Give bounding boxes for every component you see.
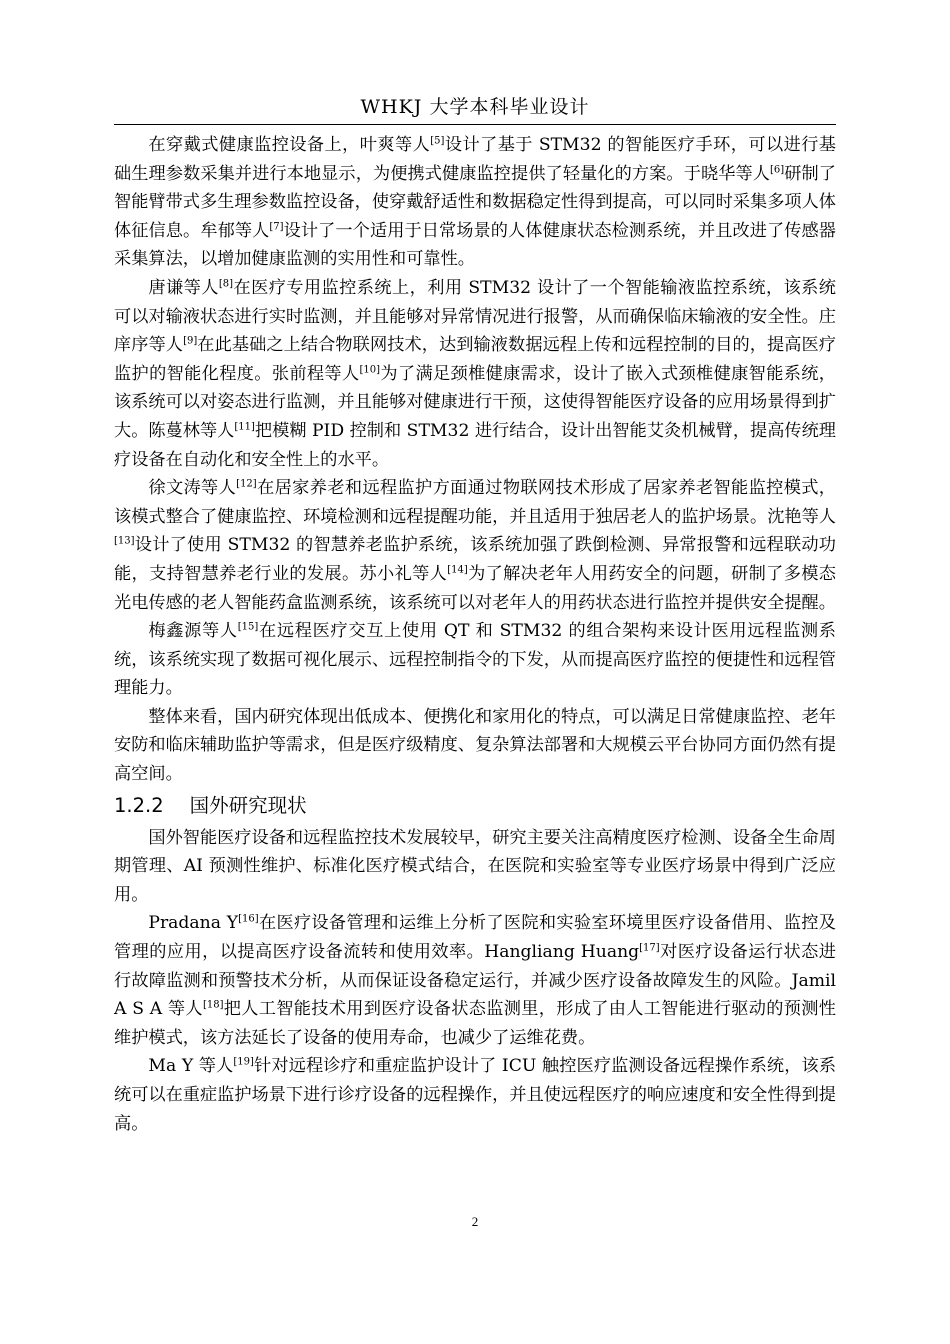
citation-ref: [16]	[238, 913, 259, 925]
section-title: 国外研究现状	[189, 793, 307, 817]
paragraph-text: 在远程医疗交互上使用 QT 和 STM32 的组合架构来设计医用远程监测系统，该系统实现了数据可视化展示、远程控制指令的下发，从而提高医疗监控的便捷性和远程管理能力。	[114, 621, 836, 699]
paragraph-text: 针对远程诊疗和重症监护设计了 ICU 触控医疗监测设备远程操作系统，该系统可以在重症监护场景下进行诊疗设备的远程操作，并且使远程医疗的响应速度和安全性得到提高。	[114, 1056, 837, 1134]
paragraph-text: 研制了智能臂带式多生理参数监控设备，使穿戴舒适性和数据稳定性得到提高，可以同时采集多项人体体征信息。牟郁等人	[114, 163, 836, 241]
citation-ref: [14]	[447, 564, 468, 576]
page-header	[114, 92, 836, 125]
citation-ref: [11]	[234, 421, 255, 433]
paragraph-text: 整体来看，国内研究体现出低成本、便携化和家用化的特点，可以满足日常健康监控、老年安防和临床辅助监护等需求，但是医疗级精度、复杂算法部署和大规模云平台协同方面仍然有提高空间。	[114, 706, 836, 785]
paragraph-text: 在医疗设备管理和运维上分析了医院和实验室环境里医疗设备借用、监控及管理的应用，以提高医疗设备流转和使用效率。Hangliang Huang	[114, 913, 836, 963]
paragraph-text: 在此基础之上结合物联网技术，达到输液数据远程上传和远程控制的目的，提高医疗监护的智能化程度。张前程等人	[114, 335, 836, 384]
paragraph	[114, 824, 836, 910]
paragraph-text: Pradana Y	[148, 913, 239, 934]
citation-ref: [7]	[269, 221, 284, 233]
citation-ref: [6]	[770, 163, 785, 175]
paragraph-text: 设计了使用 STM32 的智慧养老监护系统，该系统加强了跌倒检测、异常报警和远程联动功能，支持智慧养老行业的发展。苏小礼等人	[114, 535, 836, 584]
citation-ref: [12]	[236, 478, 257, 490]
paragraph	[114, 703, 836, 789]
citation-ref: [8]	[218, 278, 234, 290]
paragraph-text: 在穿戴式健康监控设备上，叶爽等人	[148, 135, 431, 155]
paragraph-text: Ma Y 等人	[148, 1056, 234, 1077]
paragraph-text: 唐谦等人	[148, 277, 219, 298]
section-number: 1.2.2	[114, 793, 164, 817]
citation-ref: [15]	[237, 621, 259, 633]
citation-ref: [5]	[430, 135, 445, 147]
paragraph-text: 为了解决老年人用药安全的问题，研制了多模态光电传感的老人智能药盒监测系统，该系统可以对老年人的用药状态进行监控并提供安全提醒。	[114, 563, 836, 613]
foreign-research-paragraphs	[114, 824, 836, 1139]
paragraph	[114, 1052, 836, 1138]
paragraph	[114, 274, 836, 474]
paragraph-text: 徐文涛等人	[148, 478, 237, 499]
paragraph-text: 设计了基于 STM32 的智能医疗手环，可以进行基础生理参数采集并进行本地显示，为便携式健康监控提供了轻量化的方案。于晓华等人	[114, 135, 836, 184]
paragraph	[114, 617, 836, 703]
paragraph	[114, 131, 836, 274]
paragraph-text: 把人工智能技术用到医疗设备状态监测里，形成了由人工智能进行驱动的预测性维护模式，该方法延长了设备的使用寿命，也减少了运维花费。	[114, 999, 836, 1048]
document-body	[114, 131, 836, 1138]
paragraph-text: 国外智能医疗设备和远程监控技术发展较早，研究主要关注高精度医疗检测、设备全生命周期管理、AI 预测性维护、标准化医疗模式结合，在医院和实验室等专业医疗场景中得到广泛应用。	[114, 827, 836, 905]
paragraph-text: 梅鑫源等人	[148, 621, 238, 642]
header-title: WHKJ 大学本科毕业设计	[360, 96, 590, 118]
page-number: 2	[471, 1214, 479, 1229]
citation-ref: [9]	[183, 335, 198, 347]
section-heading	[114, 790, 836, 822]
citation-ref: [13]	[114, 535, 135, 547]
paragraph-text: 对医疗设备运行状态进行故障监测和预警技术分析，从而保证设备稳定运行，并减少医疗设备故障发生的风险。Jamil A S A 等人	[114, 942, 836, 1020]
domestic-research-paragraphs	[114, 131, 836, 789]
paragraph-text: 为了满足颈椎健康需求，设计了嵌入式颈椎健康智能系统，该系统可以对姿态进行监测，并且能够对健康进行干预，这使得智能医疗设备的应用场景得到扩大。陈蔓林等人	[114, 363, 836, 441]
paragraph-text: 在医疗专用监控系统上，利用 STM32 设计了一个智能输液监控系统，该系统可以对输液状态进行实时监测，并且能够对异常情况进行报警，从而确保临床输液的安全性。庄庠序等人	[114, 277, 836, 356]
citation-ref: [18]	[202, 999, 224, 1011]
paragraph-text: 在居家养老和远程监护方面通过物联网技术形成了居家养老智能监控模式，该模式整合了健康监控、环境检测和远程提醒功能，并且适用于独居老人的监护场景。沈艳等人	[114, 478, 836, 527]
citation-ref: [17]	[639, 942, 660, 954]
paragraph	[114, 909, 836, 1052]
paragraph	[114, 474, 836, 617]
paragraph-text: 设计了一个适用于日常场景的人体健康状态检测系统，并且改进了传感器采集算法，以增加健康监测的实用性和可靠性。	[114, 220, 836, 270]
paragraph-text: 把模糊 PID 控制和 STM32 进行结合，设计出智能艾灸机械臂，提高传统理疗设备在自动化和安全性上的水平。	[114, 420, 836, 470]
citation-ref: [10]	[359, 364, 381, 376]
citation-ref: [19]	[233, 1056, 254, 1068]
